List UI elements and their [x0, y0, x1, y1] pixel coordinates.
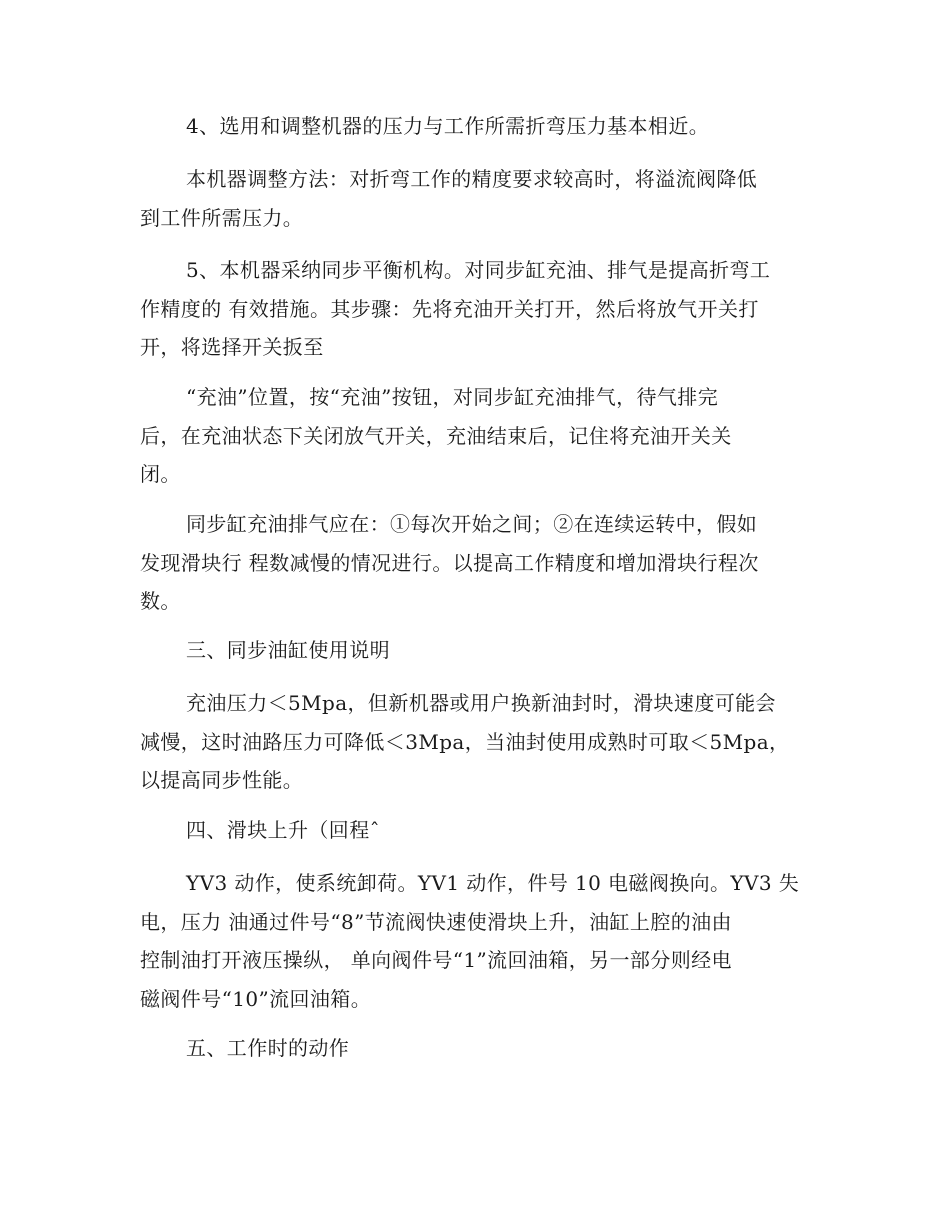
- section-heading-3: [140, 631, 808, 670]
- text-line: 4、选用和调整机器的压力与工作所需折弯压力基本相近。: [186, 114, 710, 138]
- text-line: 四、滑块上升（回程ˆ: [186, 818, 380, 842]
- text-line: 5、本机器采纳同步平衡机构。对同步缸充油、排气是提高折弯工: [186, 258, 771, 282]
- paragraph-item-5-sync: [140, 251, 808, 367]
- text-line: 同步缸充油排气应在：①每次开始之间；②在连续运转中，假如: [186, 512, 758, 536]
- text-line: 本机器调整方法：对折弯工作的精度要求较高时，将溢流阀降低: [186, 167, 758, 191]
- paragraph-fill-oil-steps: [140, 378, 808, 494]
- text-line: 三、同步油缸使用说明: [186, 638, 390, 662]
- text-line: 开，将选择开关扳至: [140, 335, 324, 359]
- text-line: 减慢，这时油路压力可降低＜3Mpa，当油封使用成熟时可取＜5Mpa，: [140, 729, 790, 754]
- text-line: 发现滑块行 程数减慢的情况进行。以提高工作精度和增加滑块行程次: [140, 550, 759, 575]
- text-line: 磁阀件号“10”流回油箱。: [140, 986, 372, 1011]
- section-heading-4: [140, 811, 808, 850]
- text-line: 控制油打开液压操纵， 单向阀件号“1”流回油箱，另一部分则经电: [140, 948, 732, 972]
- text-line: YV3 动作，使系统卸荷。YV1 动作，件号 10 电磁阀换向。YV3 失: [186, 871, 800, 895]
- paragraph-adjust-method: [140, 160, 808, 237]
- text-line: “充油”位置，按“充油”按钮，对同步缸充油排气，待气排完: [186, 385, 719, 409]
- paragraph-fill-pressure: [140, 684, 808, 800]
- text-line: 后，在充油状态下关闭放气开关，充油结束后，记住将充油开关关: [140, 423, 732, 448]
- text-line: 五、工作时的动作: [186, 1036, 350, 1060]
- text-line: 闭。: [140, 462, 181, 486]
- text-line: 到工件所需压力。: [140, 205, 304, 230]
- text-line: 数。: [140, 589, 181, 613]
- text-line: 充油压力＜5Mpa，但新机器或用户换新油封时，滑块速度可能会: [186, 691, 776, 715]
- section-heading-5: [140, 1029, 808, 1068]
- paragraph-item-4-pressure: [140, 107, 808, 146]
- text-line: 电，压力 油通过件号“8”节流阀快速使滑块上升，油缸上腔的油由: [140, 909, 732, 934]
- paragraph-fill-oil-timing: [140, 505, 808, 621]
- paragraph-return-stroke: [140, 864, 808, 1018]
- text-line: 以提高同步性能。: [140, 768, 304, 792]
- text-line: 作精度的 有效措施。其步骤：先将充油开关打开，然后将放气开关打: [140, 296, 759, 321]
